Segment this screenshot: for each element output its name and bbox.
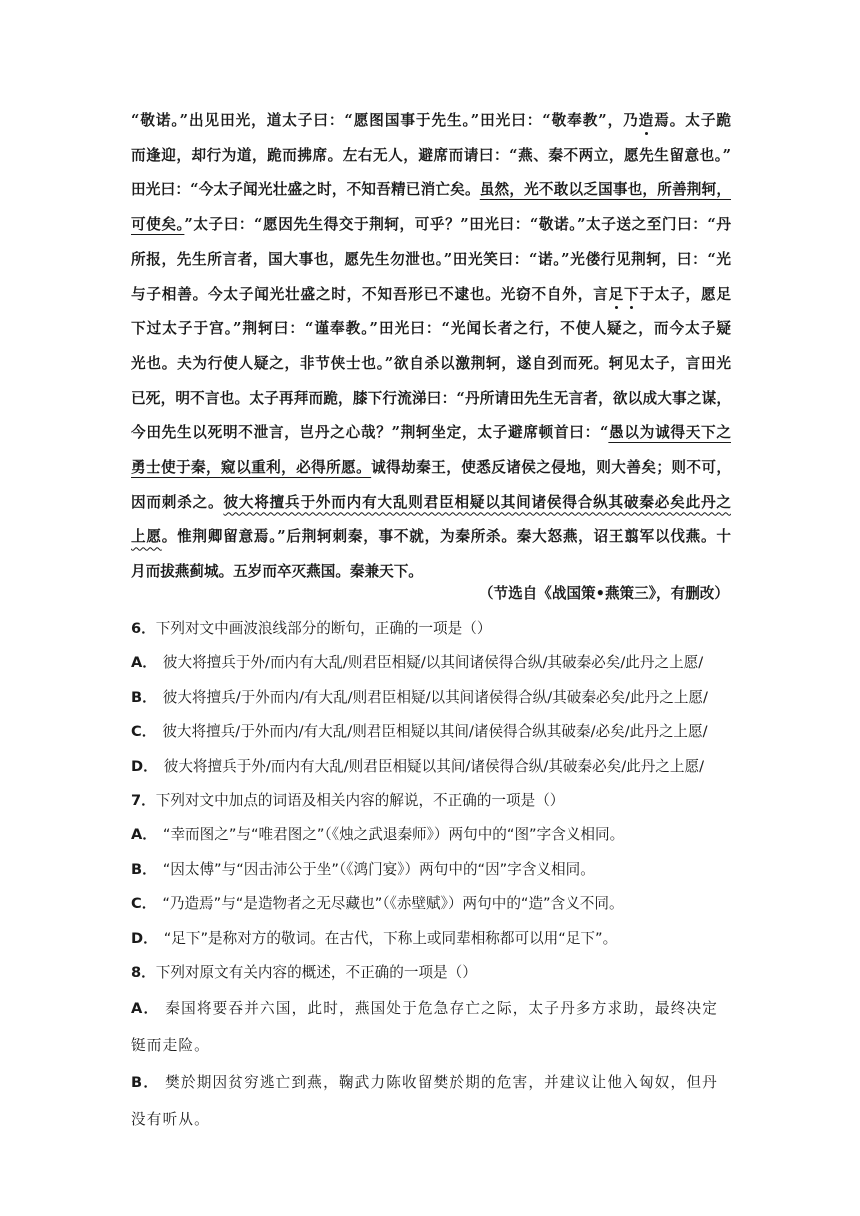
emphasis-dot-char: 造 — [638, 112, 655, 129]
wavy-underlined-sentence: 上愿 — [131, 528, 162, 546]
passage-line: 因而刺杀之。彼大将擅兵于外而内有大乱则君臣相疑以其间诸侯得合纵其破秦必矣此丹之 — [131, 493, 731, 511]
underlined-sentence: 愚以为诚得天下之 — [608, 424, 731, 442]
passage-line: 所报，先生所言者，国大事也，愿先生勿泄也。”田光笑曰：“诺。”光偻行见荆轲，曰：“光 — [131, 250, 731, 268]
q7-option-d: D． “足下”是称对方的敬词。在古代，下称上或同辈相称都可以用“足下”。 — [131, 929, 618, 947]
question-7-title: 7．下列对文中加点的词语及相关内容的解说，不正确的一项是（） — [131, 792, 565, 810]
classical-passage — [131, 104, 731, 590]
passage-line: 下过太子于宫。”荆轲曰：“谨奉教。”田光曰：“光闻长者之行，不使人疑之，而今太子疑 — [131, 320, 731, 338]
emphasis-dot-char: 下 — [623, 285, 640, 303]
passage-line: 而逢迎，却行为道，跪而拂席。左右无人，避席而请曰：“燕、秦不两立，愿先生留意也。” — [131, 146, 731, 164]
passage-line: 田光曰：“今太子闻光壮盛之时，不知吾精已消亡矣。虽然，光不敢以乏国事也，所善荆轲， — [131, 181, 731, 199]
q8-option-b: B． 樊於期因贫穷逃亡到燕，鞠武力陈收留樊於期的危害，并建议让他入匈奴，但丹没有听从。 — [131, 1074, 718, 1129]
question-8-title: 8．下列对原文有关内容的概述，不正确的一项是（） — [131, 964, 477, 982]
q6-option-a: A． 彼大将擅兵于外/而内有大乱/则君臣相疑/以其间诸侯得合纵/其破秦必矣/此丹之上愿/ — [131, 654, 704, 672]
q7-option-a: A． “幸而图之”与“唯君图之”（《烛之武退秦师》）两句中的“图”字含义相同。 — [131, 826, 625, 844]
passage-line: 可使矣。”太子曰：“愿因先生得交于荆轲，可乎？”田光曰：“敬诺。”太子送之至门曰：“丹 — [131, 216, 731, 234]
q6-option-b: B． 彼大将擅兵/于外而内/有大乱/则君臣相疑/以其间诸侯得合纵/其破秦必矣/此丹之上愿/ — [131, 688, 708, 706]
wavy-underlined-sentence: 彼大将擅兵于外而内有大乱则君臣相疑以其间诸侯得合纵其破秦必矣此丹之 — [223, 493, 731, 511]
passage-line: “敬诺。”出见田光，道太子曰：“愿图国事于先生。”田光曰：“敬奉教”，乃造焉。太子跪 — [131, 112, 731, 129]
q8-option-a: A． 秦国将要吞并六国，此时，燕国处于危急存亡之际，太子丹多方求助，最终决定铤而走险。 — [131, 1000, 719, 1055]
passage-line: 已死，明不言也。太子再拜而跪，膝下行流涕曰：“丹所请田先生无言者，欲以成大事之谋， — [131, 389, 731, 407]
question-list — [131, 612, 731, 1138]
underlined-sentence: 勇士使于秦，窥以重利，必得所愿。 — [131, 459, 372, 477]
passage-line: 今田先生以死明不泄言，岂丹之心哉？”荆轲坐定，太子避席顿首曰：“愚以为诚得天下之 — [131, 424, 731, 442]
passage-line: 光也。夫为行使人疑之，非节侠士也。”欲自杀以激荆轲，遂自刭而死。轲见太子，言田光 — [131, 354, 731, 372]
passage-line: 月而拔燕蓟城。五岁而卒灭燕国。秦兼天下。 — [131, 563, 423, 581]
q6-option-c: C． 彼大将擅兵/于外而内/有大乱/则君臣相疑以其间/诸侯得合纵其破秦/必矣/此丹之上愿/ — [131, 723, 708, 741]
q7-option-b: B． “因太傅”与“因击沛公于坐”（《鸿门宴》）两句中的“因”字含义相同。 — [131, 860, 595, 878]
passage-line: 上愿。惟荆卿留意焉。”后荆轲刺秦，事不就，为秦所杀。秦大怒燕，诏王翦军以伐燕。十 — [131, 528, 731, 546]
underlined-sentence: 可使矣。 — [131, 216, 185, 234]
emphasis-dot-char: 足 — [608, 285, 624, 303]
q7-option-c: C． “乃造焉”与“是造物者之无尽藏也”（《赤壁赋》）两句中的“造”含义不同。 — [131, 895, 624, 913]
passage-line: 勇士使于秦，窥以重利，必得所愿。诚得劫秦王，使悉反诸侯之侵地，则大善矣；则不可， — [131, 459, 731, 477]
underlined-sentence: 虽然，光不敢以乏国事也，所善荆轲， — [479, 181, 731, 199]
source-citation: （节选自《战国策•燕策三》，有删改） — [478, 585, 729, 602]
passage-line: 与子相善。今太子闻光壮盛之时，不知吾形已不逮也。光窃不自外，言足下于太子，愿足 — [131, 285, 731, 303]
q6-option-d: D． 彼大将擅兵于外/而内有大乱/则君臣相疑以其间/诸侯得合纵/其破秦必矣/此丹之上愿/ — [131, 757, 705, 775]
question-6-title: 6．下列对文中画波浪线部分的断句，正确的一项是（） — [131, 620, 492, 637]
